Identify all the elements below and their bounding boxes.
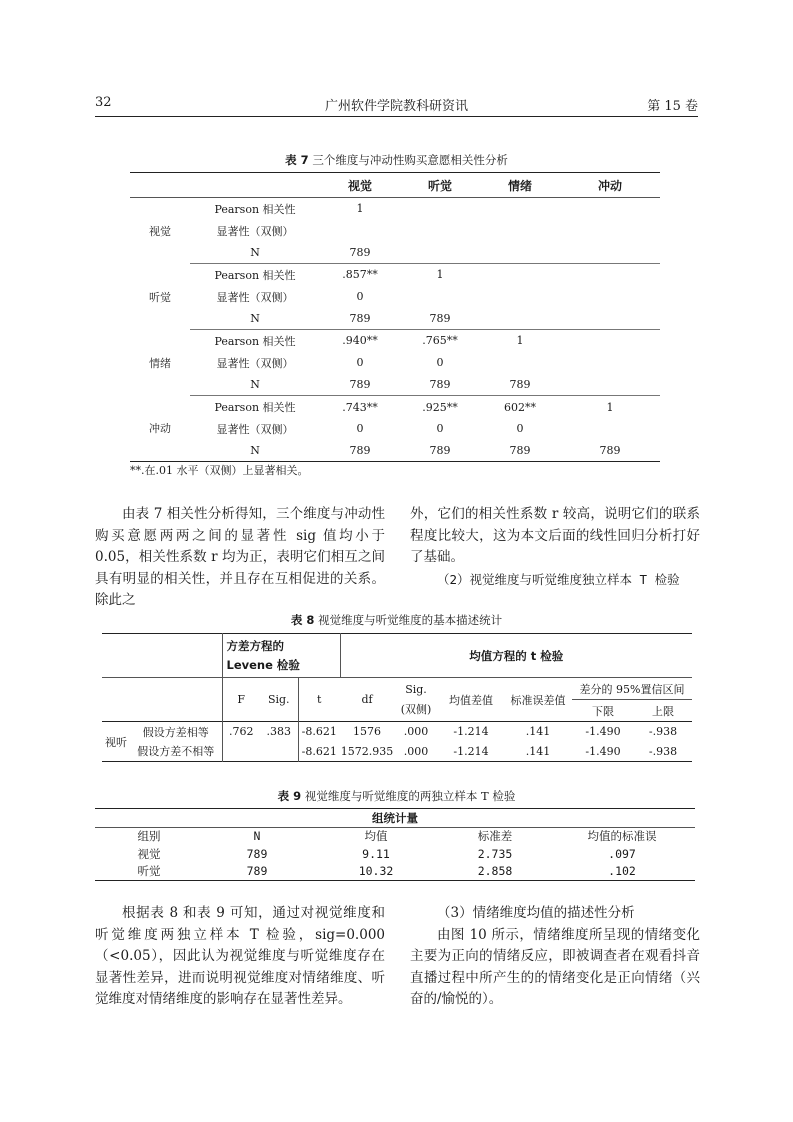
header-group: 组别 <box>137 829 161 844</box>
col-sig2-line2: (双侧) <box>400 702 432 716</box>
cell <box>400 220 480 242</box>
cell <box>260 742 298 762</box>
table-row <box>130 396 660 418</box>
table7-note: **.在.01 水平（双侧）上显著相关。 <box>130 464 309 477</box>
row-label: Pearson 相关性 <box>214 202 296 216</box>
col-se-diff: 标准误差值 <box>510 693 566 707</box>
levene-title-line2: Levene 检验 <box>226 657 300 672</box>
group-label: 视听 <box>102 722 130 762</box>
cell <box>480 241 560 263</box>
table8 <box>102 633 692 762</box>
cell: 789 <box>349 311 371 325</box>
cell: 789 <box>560 440 660 462</box>
cell <box>480 286 560 308</box>
cell: .940** <box>320 330 400 352</box>
table7 <box>130 172 660 462</box>
table9-caption-text: 视觉维度与听觉维度的两独立样本 T 检验 <box>304 789 516 803</box>
cell: -8.621 <box>301 744 337 758</box>
cell: 1 <box>400 264 480 286</box>
cell: 789 <box>429 377 451 391</box>
table7-col-visual: 视觉 <box>320 173 400 198</box>
cell <box>560 286 660 308</box>
header-se: 均值的标准误 <box>587 829 657 844</box>
col-sig2 <box>394 678 438 722</box>
cell: 0 <box>436 422 444 436</box>
cell: .383 <box>260 722 298 742</box>
levene-title <box>222 634 340 678</box>
cell: 1 <box>560 396 660 418</box>
cell: 789 <box>349 377 371 391</box>
ci-lower: 下限 <box>572 700 634 722</box>
row-label: 假设方差相等 <box>130 722 222 742</box>
row-label: N <box>250 377 260 391</box>
cell <box>400 286 480 308</box>
cell: 0 <box>356 290 364 304</box>
table7-col-emotion: 情绪 <box>480 173 560 198</box>
header-n: N <box>253 829 261 844</box>
cell: 789 <box>429 311 451 325</box>
cell: -1.490 <box>585 725 621 739</box>
table7-group-label: 情绪 <box>149 356 171 370</box>
cell: -8.621 <box>301 725 337 739</box>
table-row <box>130 220 660 242</box>
cell: 789 <box>400 440 480 462</box>
row-label: N <box>190 440 320 462</box>
para2-left-text: 根据表 8 和表 9 可知，通过对视觉维度和听觉维度两独立样本 T 检验，sig=0.000（<0.05），因此认为视觉维度与听觉维度存在显著性差异，进而说明视觉维度对情绪维度、听觉维度对情绪维度的影响存在显著性差异。 <box>95 905 385 1007</box>
table-row <box>130 241 660 263</box>
cell: 789 <box>246 846 268 861</box>
page-number: 32 <box>95 95 112 110</box>
row-label: Pearson 相关性 <box>190 264 320 286</box>
cell: -1.214 <box>453 744 489 758</box>
cell: 2.735 <box>477 846 513 861</box>
para2-left <box>95 903 385 1011</box>
cell: .925** <box>400 396 480 418</box>
table7-caption-label: 表 7 <box>285 153 309 167</box>
cell: 听觉 <box>137 864 161 879</box>
col-sig: Sig. <box>260 678 298 722</box>
cell: 1576 <box>353 725 381 739</box>
cell: 0 <box>356 422 364 436</box>
cell <box>560 330 660 352</box>
cell: 789 <box>246 864 268 879</box>
table8-caption-text: 视觉维度与听觉维度的基本描述统计 <box>318 613 503 627</box>
cell <box>560 352 660 374</box>
levene-title-line1: 方差方程的 <box>226 638 284 653</box>
cell <box>400 198 480 220</box>
cell <box>480 198 560 220</box>
cell <box>320 220 400 242</box>
table-row <box>130 374 660 396</box>
cell: .000 <box>403 725 429 739</box>
cell: .102 <box>608 864 636 879</box>
row-label: Pearson 相关性 <box>190 396 320 418</box>
table-row <box>130 440 660 462</box>
row-label: 显著性（双侧） <box>216 224 294 238</box>
row-label: Pearson 相关性 <box>190 330 320 352</box>
cell <box>400 241 480 263</box>
table-row <box>130 352 660 374</box>
table7-col-audio: 听觉 <box>400 173 480 198</box>
para1-left-text: 由表 7 相关性分析得知，三个维度与冲动性购买意愿两两之间的显著性 sig 值均小于 0.05，相关性系数 r 均为正，表明它们相互之间具有明显的相关性，并且存在互相促进的关系。除此之 <box>95 506 385 608</box>
header-rule <box>95 116 698 117</box>
cell: 1 <box>480 330 560 352</box>
cell <box>560 307 660 329</box>
cell: .765** <box>400 330 480 352</box>
row-label: 显著性（双侧） <box>216 422 294 436</box>
ttest-title: 均值方程的 t 检验 <box>469 648 564 663</box>
cell: .762 <box>229 725 254 739</box>
table-row <box>95 845 695 863</box>
table-row <box>130 418 660 440</box>
cell: 0 <box>356 356 364 370</box>
para1-right-text: 外，它们的相关性系数 r 较高，说明它们的联系程度比较大，这为本文后面的线性回归分析打好了基础。 <box>410 506 700 565</box>
cell: .141 <box>525 744 551 758</box>
col-sig2-line1: Sig. <box>405 682 427 696</box>
cell <box>560 198 660 220</box>
ci-upper: 上限 <box>634 700 692 722</box>
col-mean-diff: 均值差值 <box>449 693 493 707</box>
table-row <box>95 863 695 881</box>
cell: -1.490 <box>585 744 621 758</box>
header-mean: 均值 <box>364 829 388 844</box>
table-row <box>102 742 692 762</box>
table7-caption <box>0 152 793 168</box>
cell: -1.214 <box>453 725 489 739</box>
col-f: F <box>237 693 246 706</box>
cell <box>560 241 660 263</box>
cell: 602** <box>480 396 560 418</box>
cell <box>480 352 560 374</box>
table9-caption-label: 表 9 <box>277 789 302 803</box>
cell <box>560 418 660 440</box>
para1-left <box>95 504 385 612</box>
row-label: N <box>250 311 260 325</box>
cell: 789 <box>320 440 400 462</box>
cell: .000 <box>403 744 429 758</box>
cell: 2.858 <box>477 864 513 879</box>
table7-col-impulse: 冲动 <box>560 173 660 198</box>
cell: 视觉 <box>137 846 161 861</box>
cell <box>560 374 660 396</box>
cell: 0 <box>516 422 524 436</box>
cell: .141 <box>525 725 551 739</box>
cell: -.938 <box>648 744 678 758</box>
header-sd: 标准差 <box>477 829 513 844</box>
table9-title: 组统计量 <box>372 810 418 825</box>
section-heading-2: （2）视觉维度与听觉维度独立样本 T 检验 <box>437 571 680 587</box>
table-row <box>130 286 660 308</box>
table-row <box>102 722 692 742</box>
col-t: t <box>317 693 322 706</box>
cell: 789 <box>349 245 371 259</box>
cell: .743** <box>320 396 400 418</box>
volume-label: 第 15 卷 <box>647 99 698 114</box>
table7-group-label: 冲动 <box>130 396 190 462</box>
cell: 789 <box>509 377 531 391</box>
para2-right <box>410 903 700 1011</box>
cell: 1572.935 <box>340 744 394 758</box>
cell: 789 <box>480 440 560 462</box>
row-label: N <box>250 245 260 259</box>
cell <box>222 742 260 762</box>
row-label: 显著性（双侧） <box>216 356 294 370</box>
cell <box>480 307 560 329</box>
table9 <box>95 808 695 881</box>
cell: .097 <box>608 846 636 861</box>
table9-caption <box>0 788 793 804</box>
row-label: 显著性（双侧） <box>216 290 294 304</box>
cell <box>480 264 560 286</box>
cell <box>480 220 560 242</box>
para1-right <box>410 504 700 590</box>
row-label: 假设方差不相等 <box>130 742 222 762</box>
table-row <box>130 264 660 286</box>
cell <box>560 220 660 242</box>
table7-group-label: 视觉 <box>149 224 171 238</box>
table-row <box>130 307 660 329</box>
journal-title: 广州软件学院教科研资讯 <box>324 99 468 114</box>
col-df: df <box>361 693 373 706</box>
table7-group-label: 听觉 <box>149 290 171 304</box>
cell: 9.11 <box>362 846 390 861</box>
cell <box>560 264 660 286</box>
cell: 0 <box>436 356 444 370</box>
cell: -.938 <box>648 725 678 739</box>
table-row <box>130 330 660 352</box>
para2-right-text: 由图 10 所示，情绪维度所呈现的情绪变化主要为正向的情绪反应，即被调查者在观看抖音直播过程中所产生的的情绪变化是正向情绪（兴奋的/愉悦的）。 <box>410 926 700 1007</box>
section-heading-3: （3）情绪维度均值的描述性分析 <box>437 905 635 921</box>
table8-caption-label: 表 8 <box>290 613 315 627</box>
table8-caption <box>0 612 793 628</box>
table-row <box>130 198 660 220</box>
table7-caption-text: 三个维度与冲动性购买意愿相关性分析 <box>312 153 508 167</box>
cell: 10.32 <box>358 864 394 879</box>
cell: 1 <box>356 202 364 216</box>
ci-title: 差分的 95%置信区间 <box>579 682 685 696</box>
cell: .857** <box>320 264 400 286</box>
table9-header-row <box>95 827 695 845</box>
